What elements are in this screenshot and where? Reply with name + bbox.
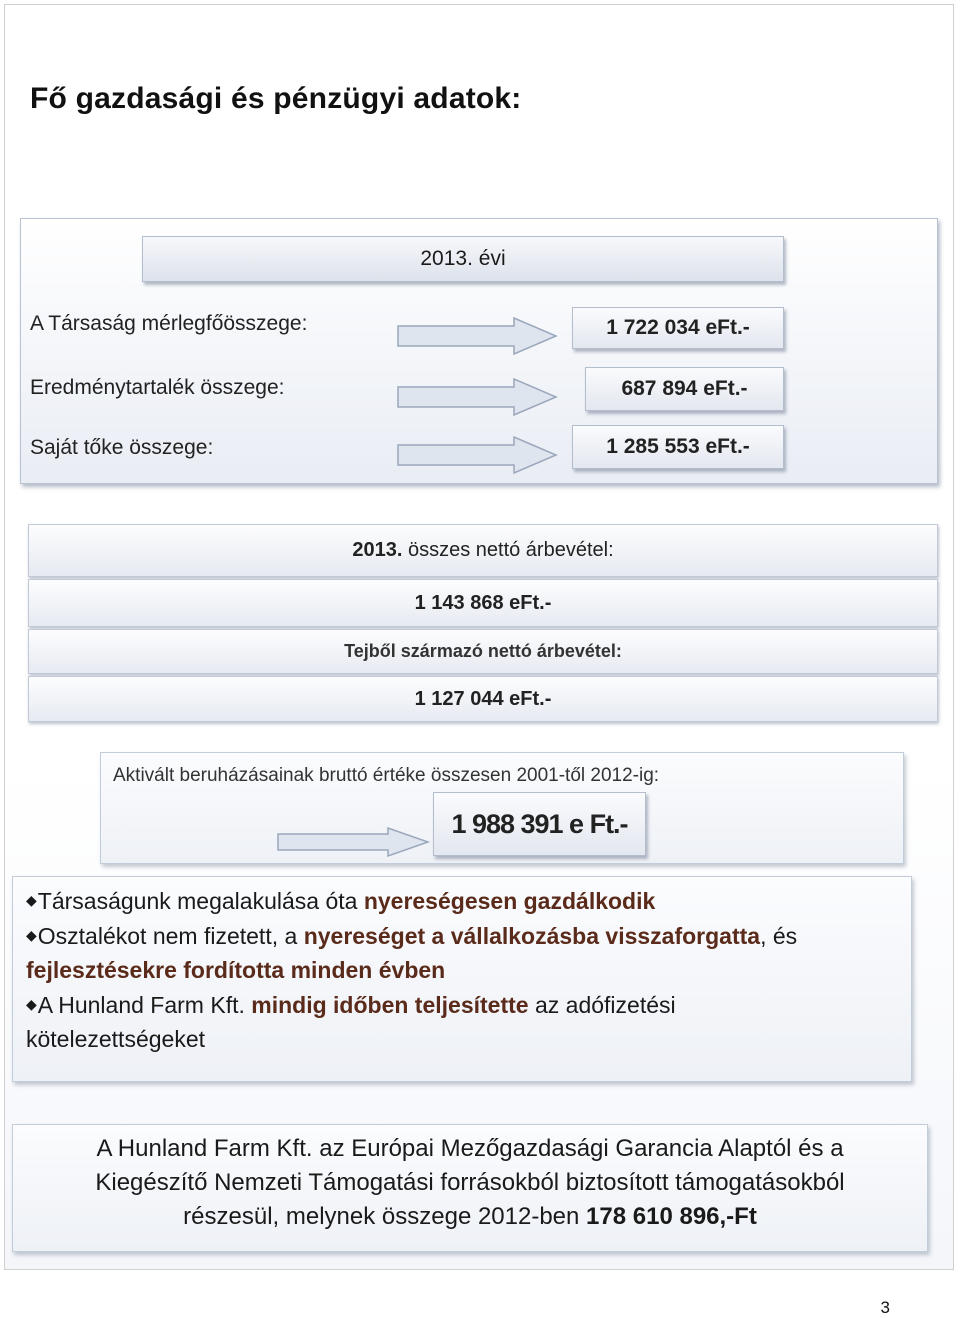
bullet-text: az adófizetési	[528, 992, 676, 1018]
bullet-text: Társaságunk megalakulása óta	[37, 888, 364, 914]
support-text	[12, 1132, 928, 1234]
revenue-milk-value: 1 127 044 eFt.-	[414, 687, 552, 710]
list-item	[26, 987, 906, 1056]
bullet-text: A Hunland Farm Kft.	[37, 992, 252, 1018]
revenue-milk-label-strip	[28, 629, 938, 674]
balance-label-retained: Eredménytartalék összege:	[30, 376, 285, 399]
balance-value-equity-text: 1 285 553 eFt.-	[606, 435, 750, 458]
page-title: Fő gazdasági és pénzügyi adatok:	[30, 82, 522, 115]
bullet-emphasis: nyereséget a vállalkozásba visszaforgatta	[303, 923, 761, 949]
arrow-right-icon	[396, 435, 560, 475]
revenue-total-value-strip	[28, 579, 938, 627]
support-line-3-text: részesül, melynek összege 2012-ben	[183, 1203, 587, 1230]
revenue-total-label-strip	[28, 524, 938, 577]
bullet-emphasis: nyereségesen gazdálkodik	[363, 888, 656, 914]
bullet-text: Osztalékot nem fizetett, a	[37, 923, 304, 949]
bullet-emphasis: fejlesztésekre fordította minden évben	[26, 957, 446, 983]
support-line-2: Kiegészítő Nemzeti Támogatási forrásokból biztosított támogatásokból	[95, 1169, 845, 1196]
arrow-right-icon	[276, 826, 432, 858]
balance-value-equity	[572, 425, 784, 469]
revenue-total-label: összes nettó árbevétel:	[402, 539, 614, 561]
arrow-right-icon	[396, 377, 560, 417]
balance-value-total-text: 1 722 034 eFt.-	[606, 316, 750, 339]
balance-label-total: A Társaság mérlegfőösszege:	[30, 312, 308, 335]
balance-year-bar	[142, 236, 784, 282]
diamond-bullet-icon: ◆	[26, 996, 37, 1012]
revenue-milk-label: Tejből származó nettó árbevétel:	[344, 641, 622, 661]
investment-value: 1 988 391 e Ft.-	[451, 808, 628, 839]
highlights-list	[26, 883, 906, 1056]
revenue-total-year: 2013.	[352, 539, 403, 561]
balance-label-equity: Saját tőke összege:	[30, 436, 214, 459]
revenue-total-value: 1 143 868 eFt.-	[414, 591, 552, 614]
balance-value-retained-text: 687 894 eFt.-	[621, 377, 748, 400]
bullet-text: , és	[760, 923, 798, 949]
balance-year-label: 2013. évi	[420, 247, 506, 270]
investment-label: Aktivált beruházásainak bruttó értéke összesen 2001-től 2012-ig:	[113, 765, 660, 786]
revenue-milk-value-strip	[28, 676, 938, 722]
diamond-bullet-icon: ◆	[26, 892, 37, 908]
page-number: 3	[880, 1298, 890, 1317]
diamond-bullet-icon: ◆	[26, 927, 37, 943]
list-item	[26, 918, 906, 987]
balance-value-total	[572, 307, 784, 349]
support-amount: 178 610 896,-Ft	[586, 1203, 757, 1230]
support-line-3	[12, 1200, 928, 1234]
bullet-emphasis: mindig időben teljesítette	[251, 992, 529, 1018]
support-line-1: A Hunland Farm Kft. az Európai Mezőgazdasági Garancia Alaptól és a	[96, 1135, 844, 1162]
bullet-text: kötelezettségeket	[26, 1026, 206, 1052]
investment-value-box	[433, 792, 646, 856]
balance-value-retained	[585, 367, 784, 411]
arrow-right-icon	[396, 316, 560, 356]
list-item	[26, 883, 906, 918]
